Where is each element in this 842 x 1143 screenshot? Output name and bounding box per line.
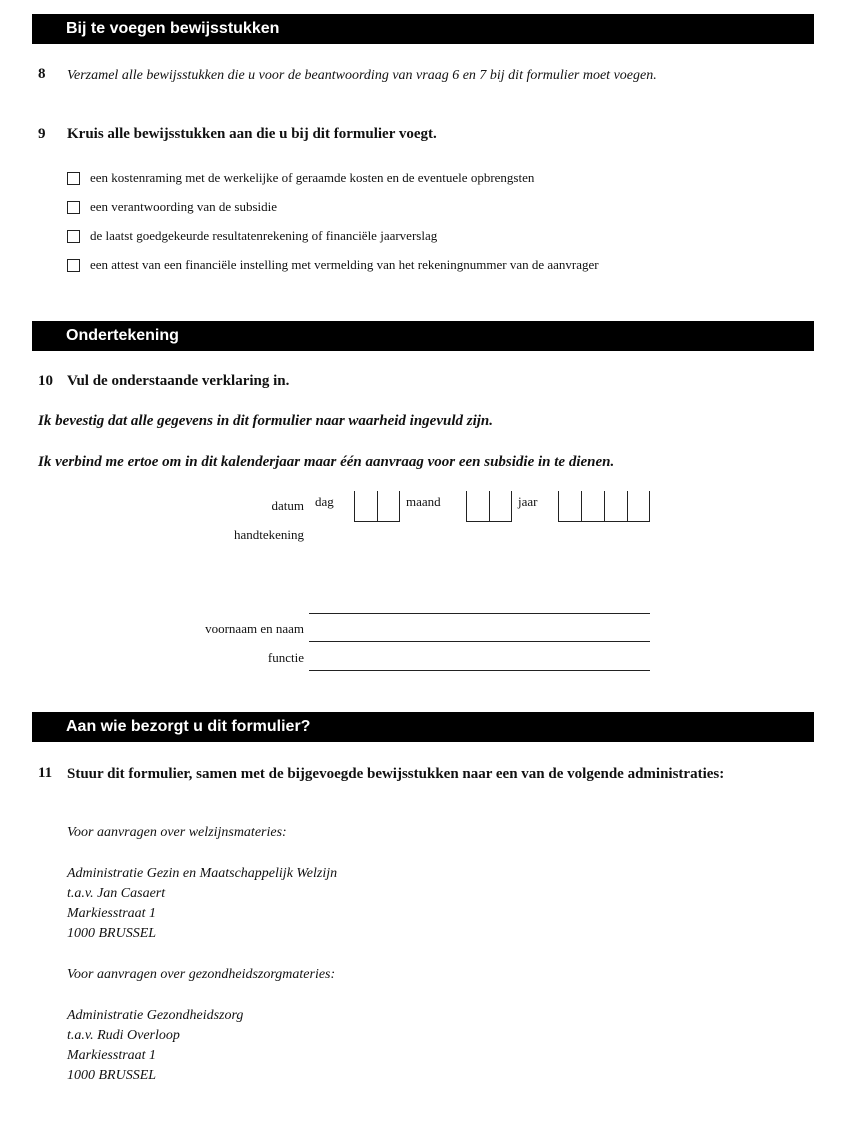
checkbox-label: een kostenraming met de werkelijke of geraamde kosten en de eventuele opbrengsten [90,170,535,185]
digit-box[interactable] [466,491,489,522]
function-label: functie [267,650,304,665]
health-address [67,1006,243,1086]
address-line: t.a.v. Jan Casaert [67,886,166,901]
digit-box[interactable] [377,491,400,522]
day-input[interactable] [354,491,400,522]
question-number-8: 8 [38,66,46,82]
checkbox[interactable] [67,259,80,272]
health-intro: Voor aanvragen over gezondheidszorgmateries: [67,967,336,982]
question-8-text: Verzamel alle bewijsstukken die u voor de beantwoording van vraag 6 en 7 bij dit formulier moet voegen. [67,68,657,83]
digit-box[interactable] [354,491,377,522]
function-field[interactable] [309,670,650,671]
checkbox-option[interactable] [67,226,437,246]
date-label: datum [271,498,304,513]
question-11-text: Stuur dit formulier, samen met de bijgevoegde bewijsstukken naar een van de volgende administraties: [67,766,725,782]
checkbox-option[interactable] [67,197,277,217]
digit-box[interactable] [604,491,627,522]
section-title: Ondertekening [66,327,179,344]
checkbox-option[interactable] [67,255,599,275]
checkbox[interactable] [67,201,80,214]
day-label: dag [315,494,334,509]
checkbox-label: een verantwoording van de subsidie [90,199,278,214]
section-header-signature [32,321,814,351]
question-10-text: Vul de onderstaande verklaring in. [67,373,290,389]
section-title: Bij te voegen bewijsstukken [66,20,280,37]
digit-box[interactable] [581,491,604,522]
month-input[interactable] [466,491,512,522]
digit-box[interactable] [627,491,650,522]
section-header-proofs [32,14,814,44]
section-title: Aan wie bezorgt u dit formulier? [66,718,311,735]
address-line: t.a.v. Rudi Overloop [67,1028,180,1043]
year-label: jaar [518,494,538,509]
statement-2: Ik verbind me ertoe om in dit kalenderjaar maar één aanvraag voor een subsidie in te dienen. [38,454,615,470]
welfare-intro: Voor aanvragen over welzijnsmateries: [67,825,287,840]
statement-1: Ik bevestig dat alle gegevens in dit formulier naar waarheid ingevuld zijn. [38,413,494,429]
address-line: Markiesstraat 1 [67,906,157,921]
section-header-send [32,712,814,742]
checkbox-label: de laatst goedgekeurde resultatenrekening of financiële jaarverslag [90,228,438,243]
address-line: 1000 BRUSSEL [67,926,157,941]
name-label: voornaam en naam [205,621,304,636]
year-input[interactable] [558,491,650,522]
address-line: Administratie Gezondheidszorg [67,1008,244,1023]
checkbox[interactable] [67,172,80,185]
checkbox[interactable] [67,230,80,243]
signature-label: handtekening [233,527,304,542]
question-number-11: 11 [38,765,53,781]
name-field[interactable] [309,641,650,642]
digit-box[interactable] [558,491,581,522]
digit-box[interactable] [489,491,512,522]
checkbox-label: een attest van een financiële instelling met vermelding van het rekeningnummer van de aanvrager [90,257,599,272]
address-line: 1000 BRUSSEL [67,1068,157,1083]
month-label: maand [406,494,441,509]
question-9-text: Kruis alle bewijsstukken aan die u bij dit formulier voegt. [67,126,437,142]
question-number-9: 9 [38,126,46,142]
checkbox-option[interactable] [67,168,534,188]
address-line: Markiesstraat 1 [67,1048,157,1063]
question-number-10: 10 [38,373,53,389]
welfare-address [67,864,337,944]
signature-line[interactable] [309,613,650,614]
address-line: Administratie Gezin en Maatschappelijk Welzijn [67,866,338,881]
